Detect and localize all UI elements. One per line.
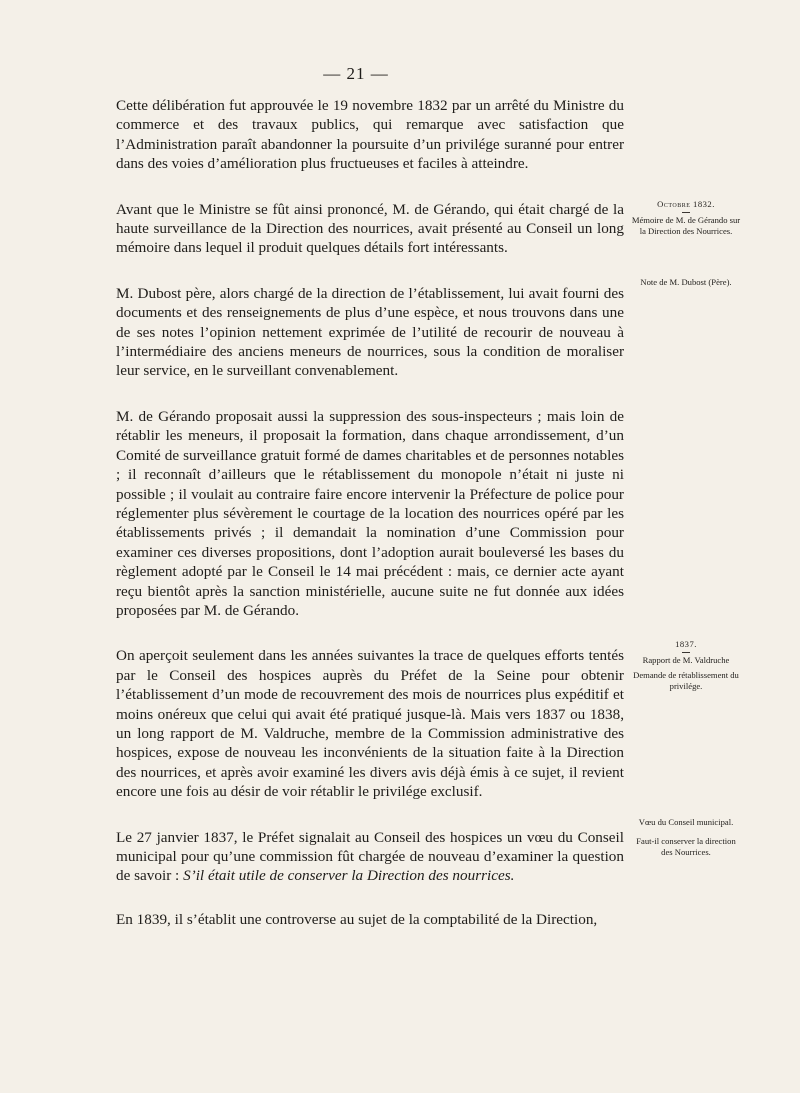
margin-divider — [682, 652, 690, 653]
paragraph-text: M. de Gérando proposait aussi la suppression des sous-inspecteurs ; mais loin de rétablir les meneurs, il proposait la formation, dans chaque arrondissement, d’un Comité de surveillance gratuit formé de dames charitables et de personnes notables ; il reconnaît d’ailleurs que le rétablissement du monopole n’était ni juste ni possible ; il voulait au contraire faire encore intervenir la Préfecture de police pour réglementer plus sévèrement le courtage de la location des nourrices opéré par les établissements privés ; il demandait la nomination d’une Commission pour examiner ces diverses propositions, dont l’adoption aurait bouleversé les bases du règlement adopté par le Conseil le 14 mai précédent : mais, ce dernier acte ayant reçu bientôt après la sanction ministérielle, aucune suite ne fut donnée aux idées proposées par M. de Gérando. — [116, 407, 624, 619]
margin-note-gerando — [630, 199, 742, 237]
paragraph-italic-question: S’il était utile de conserver la Direction des nourrices. — [183, 867, 515, 885]
paragraph-2 — [116, 200, 624, 258]
paragraph-7 — [116, 910, 624, 929]
margin-note-entry: Vœu du Conseil municipal. — [638, 817, 734, 827]
margin-note-valdruche — [630, 639, 742, 692]
main-text — [116, 96, 624, 955]
margin-note-entry: Mémoire de M. de Gérando sur la Direction des Nourrices. — [631, 215, 741, 236]
paragraph-6 — [116, 828, 624, 886]
paragraph-text: Avant que le Ministre se fût ainsi prononcé, M. de Gérando, qui était chargé de la haute surveillance de la Direction des nourrices, avait présenté au Conseil un long mémoire dans lequel il produit quelques détails fort intéressants. — [116, 200, 624, 257]
paragraph-text: Cette délibération fut approuvée le 19 novembre 1832 par un arrêté du Ministre du commerce et des travaux publics, qui remarque avec satisfaction que l’Administration paraît abandonner la poursuite d’un privilége suranné pour entrer dans des voies d’amélioration plus fructueuses et faciles à atteindre. — [116, 97, 624, 173]
paragraph-1 — [116, 96, 624, 174]
paragraph-text-start: Le 27 janvier 1837, le Préfet signalait au Conseil des hospices un vœu du Conseil municipal pour qu’une commission fût chargée de nouveau d’examiner la question de savoir : — [116, 828, 624, 885]
paragraph-text — [116, 828, 624, 886]
paragraph-3 — [116, 284, 624, 381]
paragraph-4 — [116, 407, 624, 620]
margin-note-entry: Faut-il conserver la direction des Nourrices. — [636, 836, 736, 857]
paragraph-5 — [116, 646, 624, 801]
margin-divider — [682, 212, 690, 213]
paragraph-text: On aperçoit seulement dans les années suivantes la trace de quelques efforts tentés par le Conseil des hospices auprès du Préfet de la Seine pour obtenir l’établissement d’un mode de recouvrement des mois de nourrices plus expéditif et moins onéreux que celui qui avait été pratiqué jusque-là. Mais vers 1837 ou 1838, un long rapport de M. Valdruche, membre de la Commission administrative des hospices, expose de nouveau les inconvénients de la situation faite à la Direction des nourrices, et après avoir examiné les divers avis déjà émis à ce sujet, il revient encore une fois au désir de voir rétablir le privilége exclusif. — [116, 647, 624, 801]
paragraph-text: En 1839, il s’établit une controverse au sujet de la comptabilité de la Direction, — [116, 910, 598, 928]
margin-note-entry: Note de M. Dubost (Père). — [640, 277, 732, 287]
paragraph-text: M. Dubost père, alors chargé de la direction de l’établissement, lui avait fourni des documents et des renseignements de plus d’une espèce, et nous trouvons dans une de ses notes l’opinion nettement exprimée de l’utilité de recourir de nouveau à l’intermédiaire des anciens meneurs de nourrices, sous la condition de moraliser leur service, en le surveillant convenablement. — [116, 284, 624, 380]
margin-note-entry: Rapport de M. Valdruche — [642, 655, 730, 665]
margin-note-entry: Demande de rétablissement du privilége. — [633, 670, 739, 691]
margin-note-dubost — [630, 277, 742, 288]
margin-note-date: 1837. — [675, 639, 697, 649]
margin-note-voeu — [630, 817, 742, 858]
page-number: — 21 — — [323, 64, 389, 83]
margin-note-date: Octobre 1832. — [657, 199, 715, 209]
